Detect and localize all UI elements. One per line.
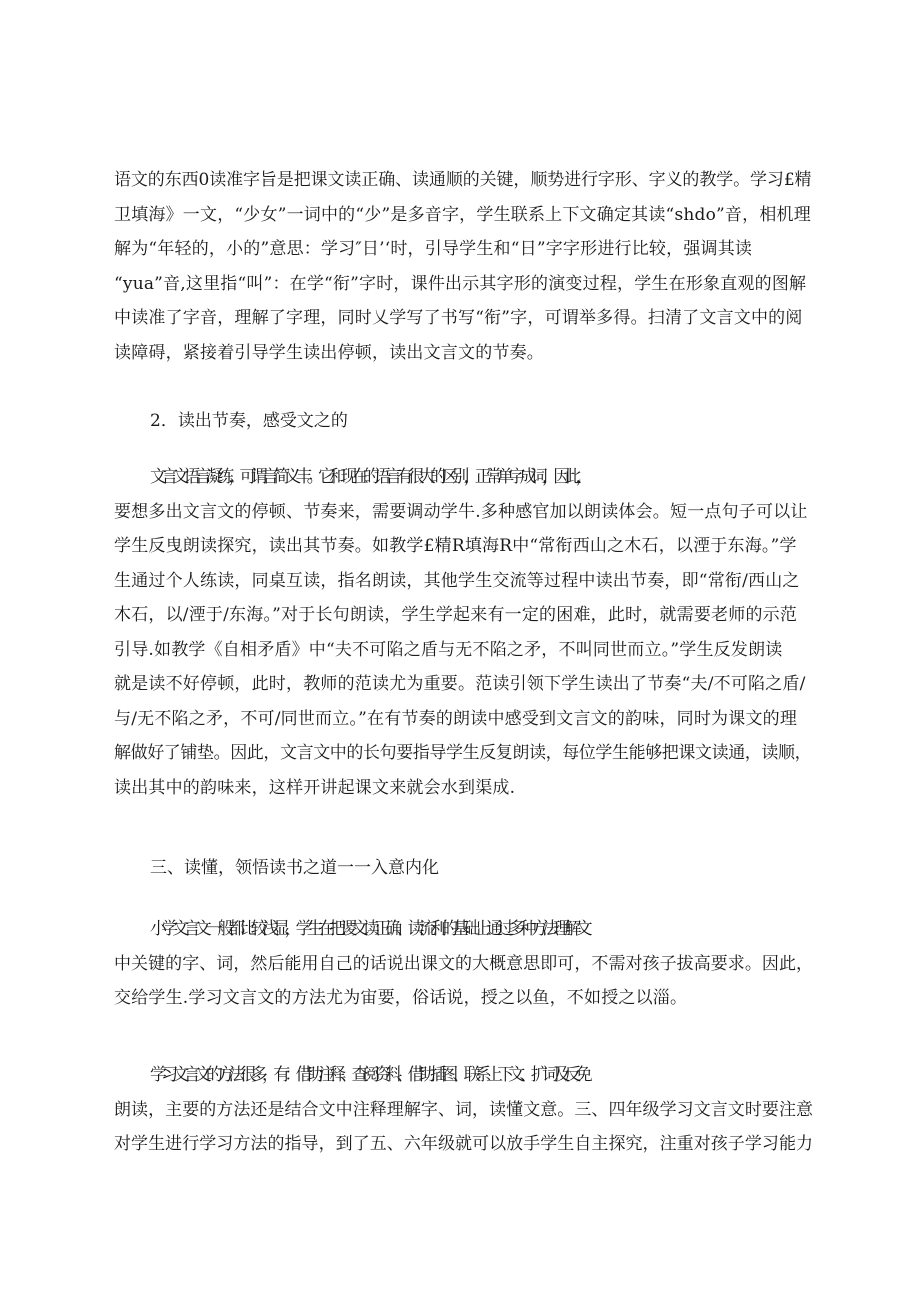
paragraph-line: 读出其中的韵味来，这样开讲起课文来就会水到渠成. xyxy=(114,777,516,798)
paragraph-line: 就是读不好停顿，此时，教师的范读尤为重要。范读引领下学生读出了节奏“夫/不可陷之盾/ xyxy=(114,674,806,694)
paragraph-1 xyxy=(114,163,814,370)
paragraph-line: 生通过个人练读，同桌互读，指名朗读，其他学生交流等过程中读出节奏，即“常衔/西山之 xyxy=(114,570,800,591)
paragraph-line: 解做好了铺垫。因此，文言文中的长句要指导学生反复朗读，每位学生能够把课文读通，读顺， xyxy=(114,743,812,763)
paragraph-4 xyxy=(114,1058,814,1162)
paragraph-line: 读障碍，紧接着引导学生读出停顿，读出文言文的节奏。 xyxy=(114,342,544,363)
paragraph-line: 朗读，主要的方法还是结合文中注释理解字、词，读懂文意。三、四年级学习文言文时要注意 xyxy=(114,1099,814,1120)
paragraph-line: 要想多出文言文的停顿、节奏来，需要调动学牛.多种感官加以朗读体会。短一点句子可以让 xyxy=(114,501,808,522)
paragraph-line: 木石，以/湮于/东海。”对于长句朗读，学生学起来有一定的困难，此时，就需要老师的示范 xyxy=(114,605,798,625)
paragraph-line: 文言文语言凝练，可谓言简义丰。它和现在的语言有很大的区别，正常单字成词，因此， xyxy=(150,467,587,487)
paragraph-line: 卫填海》一文，“少女”一词中的“少”是多音字，学生联系上下文确定其读“shdo”音，相机理 xyxy=(114,204,811,225)
paragraph-line: 小学文言文一般都比较浅显，学生在把谡文读正确、读流利的基础上通过多种方法理解文 xyxy=(150,919,587,939)
section-heading-3: 三、读懂，领悟读书之道一一入意内化 xyxy=(150,858,439,878)
paragraph-line: 学生反曳朗读探究，读出其节奏。如教学£精R填海R中“常衔西山之木石，以湮于东海。”学 xyxy=(114,536,797,556)
paragraph-3 xyxy=(114,912,814,1016)
paragraph-line: “yua”音,这里指“叫”：在学“衔”字时，课件出示其字形的演变过程，学生在形象直观的图解 xyxy=(114,273,807,294)
paragraph-2 xyxy=(114,460,814,805)
paragraph-line: 对学生进行学习方法的指导，到了五、六年级就可以放手学生自主探究，注重对孩子学习能力 xyxy=(114,1134,814,1154)
section-heading-2: 2．读出节奏，感受文之的 xyxy=(150,411,348,431)
paragraph-line: 中读准了字音，理解了字理，同时乂学写了书写“衔”字，可谓举多得。扫清了文言文中的阅 xyxy=(114,308,803,328)
paragraph-line: 解为“年轻的，小的”意思：学习″日’‘时，引导学生和“日”字字形进行比较，强调其读 xyxy=(114,239,753,259)
paragraph-line: 引导.如教学《自相矛盾》中“夫不可陷之盾与无不陷之矛，不叫同世而立。”学生反发朗读 xyxy=(114,639,783,660)
paragraph-line: 交给学生.学习文言文的方法尤为宙要，俗话说，授之以鱼，不如授之以淄。 xyxy=(114,988,688,1008)
paragraph-line: 与/无不陷之矛，不可/同世而立。”在有节奏的朗读中感受到文言文的韵味，同时为课文的理 xyxy=(114,708,798,729)
paragraph-line: 语文的东西0读准字旨是把课文读正确、读通顺的关键，顺势进行字形、字义的教学。学习£精 xyxy=(114,170,812,190)
paragraph-line: 中关键的字、词，然后能用自己的话说出课文的大概意思即可，不需对孩子拔高要求。因此， xyxy=(114,953,814,974)
paragraph-line: 学习文言文的方法很多，有：借助注释、查阅资料、借助插图、联系上下文、扩词及反免 xyxy=(150,1065,587,1085)
